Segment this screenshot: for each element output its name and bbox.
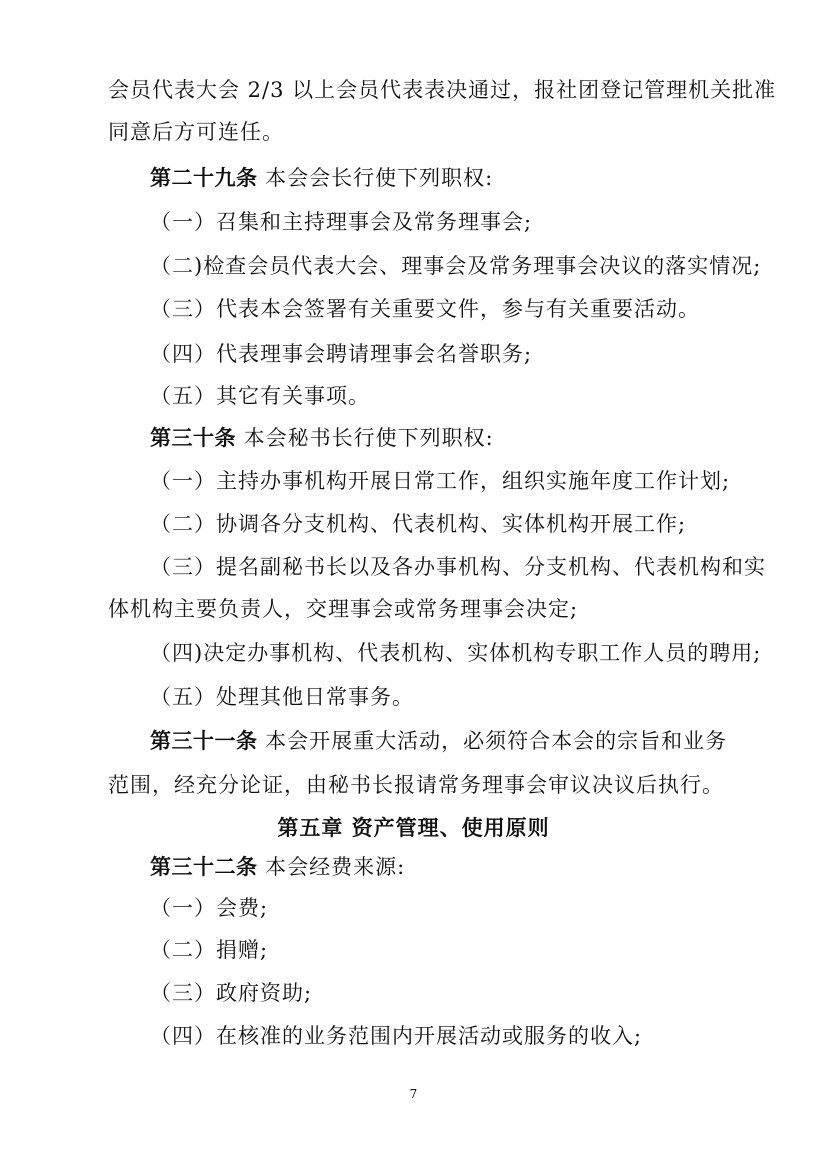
- list-item: （一）召集和主持理事会及常务理事会;: [150, 210, 533, 234]
- list-item: （二）捐赠;: [150, 938, 269, 962]
- article-text: 本会经费来源:: [257, 855, 406, 879]
- article-text: 本会开展重大活动，必须符合本会的宗旨和业务: [257, 729, 728, 753]
- article-31: [150, 721, 827, 761]
- list-item: （一）主持办事机构开展日常工作，组织实施年度工作计划;: [150, 469, 731, 493]
- page-number: 7: [409, 1087, 418, 1101]
- article-title: 第三十二条: [150, 855, 258, 879]
- list-item: （五）处理其他日常事务。: [150, 685, 414, 709]
- paragraph-line: 范围，经充分论证，由秘书长报请常务理事会审议决议后执行。: [108, 773, 724, 797]
- list-item: （二）协调各分支机构、代表机构、实体机构开展工作;: [150, 512, 687, 536]
- article-title: 第二十九条: [150, 166, 258, 190]
- chapter-heading: 第五章 资产管理、使用原则: [277, 816, 550, 840]
- list-item: （一）会费;: [150, 896, 269, 920]
- list-item: （四）在核准的业务范围内开展活动或服务的收入;: [150, 1024, 643, 1048]
- article-30: [150, 418, 827, 458]
- paragraph-line: 会员代表大会 2/3 以上会员代表表决通过，报社团登记管理机关批准: [108, 78, 777, 102]
- paragraph-line: 体机构主要负责人，交理事会或常务理事会决定;: [108, 597, 579, 621]
- list-item: （四)决定办事机构、代表机构、实体机构专职工作人员的聘用;: [150, 641, 762, 665]
- list-item: （五）其它有关事项。: [150, 384, 370, 408]
- article-29: [150, 158, 827, 198]
- list-item: （三）提名副秘书长以及各办事机构、分支机构、代表机构和实: [150, 555, 766, 579]
- article-text: 本会会长行使下列职权:: [257, 166, 494, 190]
- list-item: （二)检查会员代表大会、理事会及常务理事会决议的落实情况;: [150, 254, 762, 278]
- paragraph-line: 同意后方可连任。: [108, 120, 284, 144]
- article-title: 第三十一条: [150, 729, 258, 753]
- article-text: 本会秘书长行使下列职权:: [236, 426, 494, 450]
- article-title: 第三十条: [150, 426, 236, 450]
- article-32: [150, 847, 827, 887]
- list-item: （三）政府资助;: [150, 981, 313, 1005]
- list-item: （三）代表本会签署有关重要文件，参与有关重要活动。: [150, 297, 700, 321]
- list-item: （四）代表理事会聘请理事会名誉职务;: [150, 342, 533, 366]
